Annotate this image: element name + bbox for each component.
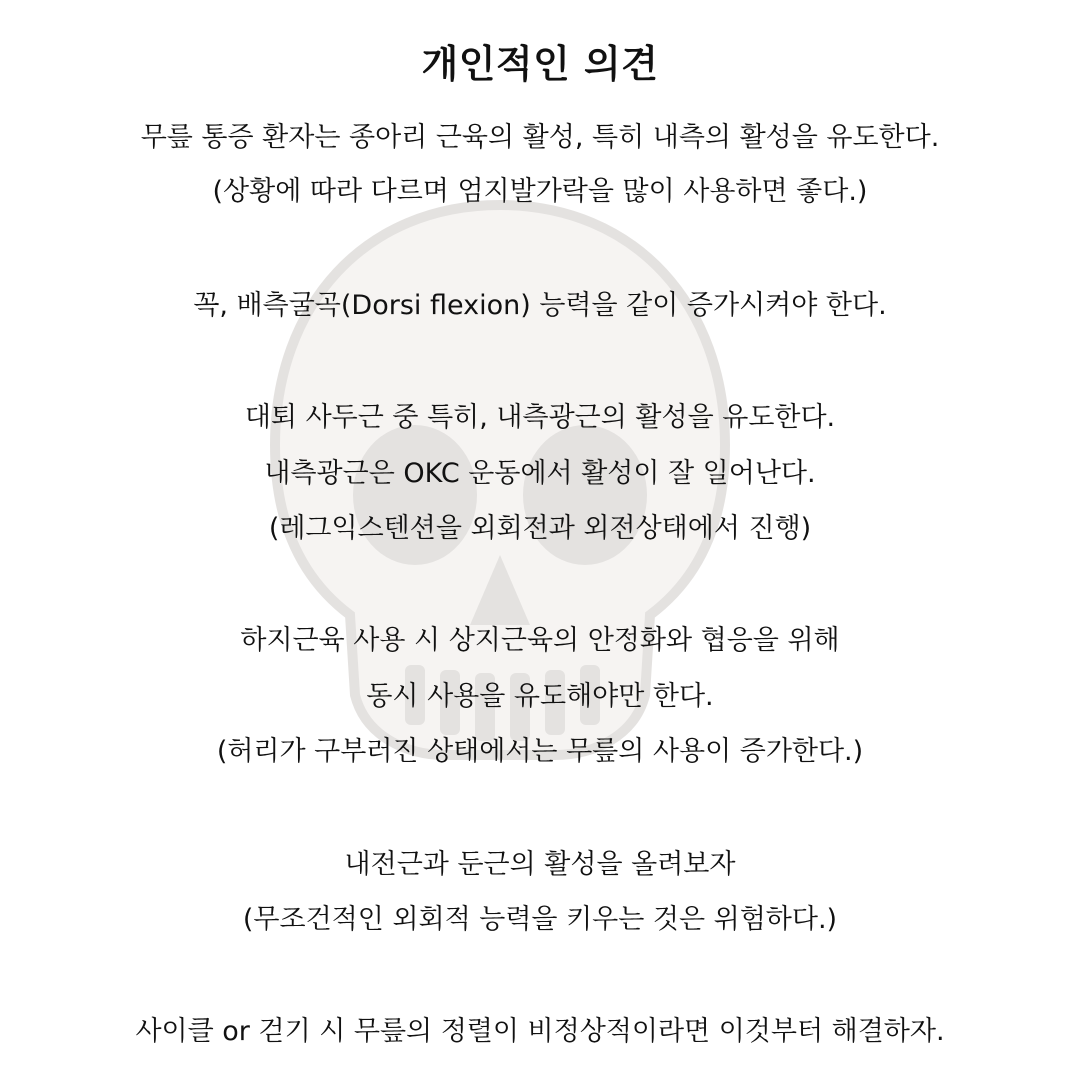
paragraph-line: 동시 사용을 유도해야만 한다. [366, 681, 714, 712]
page-title: 개인적인 의견 [421, 42, 659, 86]
paragraph-line: 내측광근은 OKC 운동에서 활성이 잘 일어난다. [264, 458, 816, 489]
paragraph-line: (무조건적인 외회적 능력을 키우는 것은 위험하다.) [242, 904, 838, 935]
paragraph-line: (허리가 구부러진 상태에서는 무릎의 사용이 증가한다.) [216, 736, 864, 767]
paragraph-line: (레그익스텐션을 외회전과 외전상태에서 진행) [268, 513, 812, 544]
paragraph-line: 무릎 통증 환자는 종아리 근육의 활성, 특히 내측의 활성을 유도한다. [140, 122, 940, 153]
paragraph-line: (상황에 따라 다르며 엄지발가락을 많이 사용하면 좋다.) [212, 176, 868, 207]
paragraph-line: 하지근육 사용 시 상지근육의 안정화와 협응을 위해 [240, 625, 840, 656]
paragraph-line: 내전근과 둔근의 활성을 올려보자 [344, 849, 736, 880]
paragraph-line: 대퇴 사두근 중 특히, 내측광근의 활성을 유도한다. [244, 402, 836, 433]
paragraph-line: 사이클 or 걷기 시 무릎의 정렬이 비정상적이라면 이것부터 해결하자. [135, 1016, 945, 1047]
paragraph-line: 꼭, 배측굴곡(Dorsi flexion) 능력을 같이 증가시켜야 한다. [193, 290, 887, 321]
